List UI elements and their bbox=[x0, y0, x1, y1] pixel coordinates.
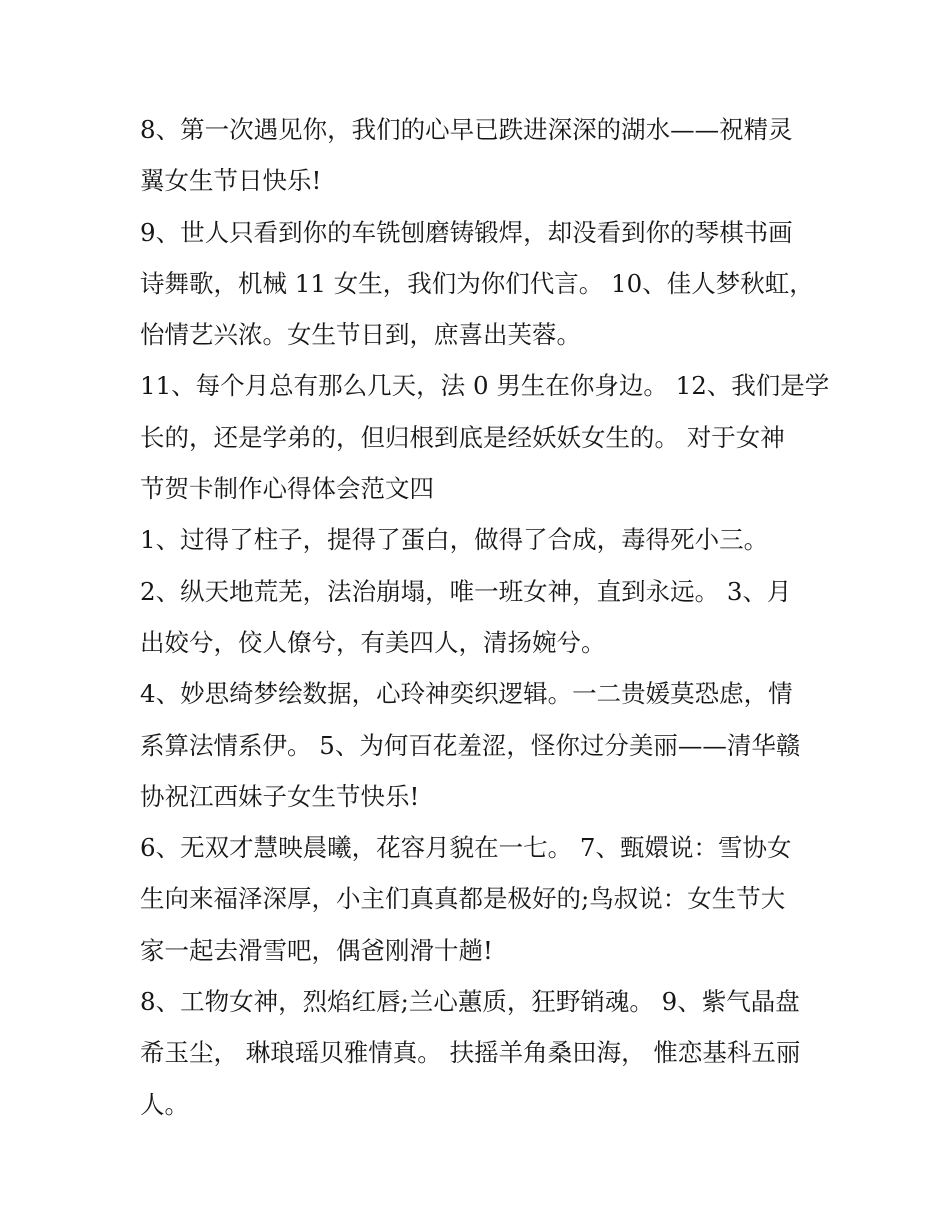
text-line: 长的，还是学弟的，但归根到底是经妖妖女生的。 对于女神 bbox=[140, 422, 785, 452]
text-line: 11、每个月总有那么几天，法 0 男生在你身边。 12、我们是学 bbox=[140, 371, 830, 401]
text-line: 希玉尘， 琳琅瑶贝雅情真。 扶摇羊角桑田海， 惟恋基科五丽 bbox=[140, 1038, 801, 1068]
text-line: 8、工物女神，烈焰红唇;兰心蕙质，狂野销魂。 9、紫气晶盘 bbox=[140, 987, 800, 1017]
text-line: 翼女生节日快乐! bbox=[140, 166, 322, 196]
text-line: 出姣兮，佼人僚兮，有美四人，清扬婉兮。 bbox=[140, 627, 606, 657]
text-line: 怡情艺兴浓。女生节日到，庶喜出芙蓉。 bbox=[140, 320, 581, 350]
text-line: 6、无双才慧映晨曦，花容月貌在一七。 7、甄嬛说：雪协女 bbox=[140, 833, 792, 863]
text-line: 1、过得了柱子，提得了蛋白，做得了合成，毒得死小三。 bbox=[140, 525, 769, 555]
text-line: 协祝江西妹子女生节快乐! bbox=[140, 781, 420, 811]
text-line: 2、纵天地荒芜，法治崩塌，唯一班女神，直到永远。 3、月 bbox=[140, 576, 792, 606]
text-line: 系算法情系伊。 5、为何百花羞涩，怪你过分美丽——清华赣 bbox=[140, 730, 801, 760]
text-line: 9、世人只看到你的车铣刨磨铸锻焊，却没看到你的琴棋书画 bbox=[140, 217, 793, 247]
text-line: 节贺卡制作心得体会范文四 bbox=[140, 474, 434, 504]
text-line: 生向来福泽深厚，小主们真真都是极好的;鸟叔说：女生节大 bbox=[140, 884, 786, 914]
text-line: 人。 bbox=[140, 1089, 189, 1119]
text-line: 8、第一次遇见你，我们的心早已跌进深深的湖水——祝精灵 bbox=[140, 115, 793, 144]
text-line: 家一起去滑雪吧，偶爸刚滑十趟! bbox=[140, 935, 493, 965]
document-body bbox=[140, 104, 830, 1130]
text-line: 诗舞歌，机械 11 女生，我们为你们代言。 10、佳人梦秋虹， bbox=[140, 268, 814, 298]
text-line: 4、妙思绮梦绘数据，心玲神奕织逻辑。一二贵媛莫恐虑，情 bbox=[140, 679, 793, 709]
